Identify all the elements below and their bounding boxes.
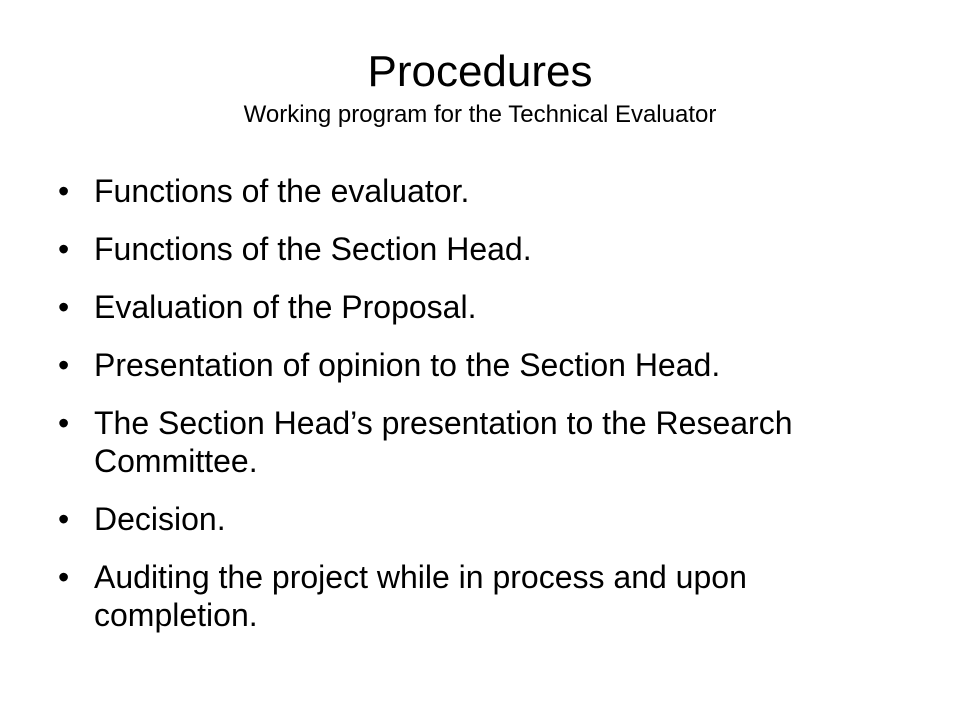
slide-title: Procedures bbox=[367, 47, 593, 96]
bullet-text: Decision. bbox=[94, 501, 226, 537]
list-item bbox=[58, 288, 898, 326]
bullet-marker: • bbox=[58, 173, 70, 209]
bullet-list bbox=[58, 172, 898, 654]
bullet-marker: • bbox=[58, 501, 70, 537]
bullet-marker: • bbox=[58, 231, 70, 267]
list-item bbox=[58, 346, 898, 384]
bullet-text: The Section Head’s presentation to the Research Committee. bbox=[94, 405, 793, 479]
slide-subtitle: Working program for the Technical Evaluator bbox=[243, 101, 717, 128]
bullet-text: Functions of the Section Head. bbox=[94, 231, 532, 267]
bullet-marker: • bbox=[58, 289, 70, 325]
list-item bbox=[58, 500, 898, 538]
bullet-text: Functions of the evaluator. bbox=[94, 173, 470, 209]
bullet-text: Presentation of opinion to the Section Head. bbox=[94, 347, 721, 383]
list-item bbox=[58, 558, 898, 634]
bullet-marker: • bbox=[58, 405, 70, 441]
bullet-text: Auditing the project while in process and upon completion. bbox=[94, 559, 747, 633]
list-item bbox=[58, 404, 898, 480]
bullet-text: Evaluation of the Proposal. bbox=[94, 289, 477, 325]
bullet-marker: • bbox=[58, 347, 70, 383]
list-item bbox=[58, 172, 898, 210]
title-block bbox=[0, 46, 960, 130]
bullet-marker: • bbox=[58, 559, 70, 595]
list-item bbox=[58, 230, 898, 268]
